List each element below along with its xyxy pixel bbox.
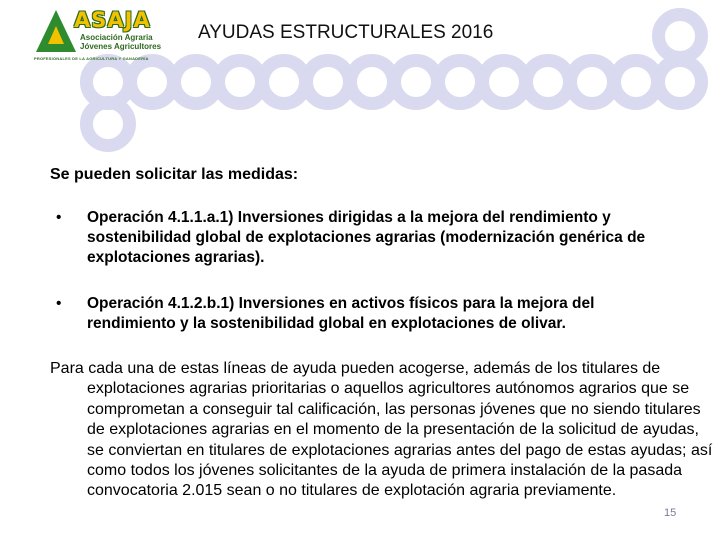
logo-mark-inner-icon [48,26,64,44]
logo-line-1: Asociación Agraria [80,33,153,42]
asaja-logo [34,6,170,64]
logo-name: ASAJA [74,8,151,32]
ring-icon [652,8,708,64]
logo-line-2: Jóvenes Agricultores [80,42,162,51]
intro-text: Se pueden solicitar las medidas: [50,166,299,183]
bullet-text: Operación 4.1.2.b.1) Inversiones en activos físicos para la mejora del rendimiento y la sostenibilidad global en explotaciones de olivar. [87,295,595,332]
logo-tagline: PROFESIONALES DE LA AGRICULTURA Y GANADERÍA [34,56,149,61]
slide-title: AYUDAS ESTRUCTURALES 2016 [198,22,494,43]
bullet-icon: • [56,209,62,226]
bullet-text: Operación 4.1.1.a.1) Inversiones dirigidas a la mejora del rendimiento y sostenibilidad global de explotaciones agrarias (modernización genérica de explotaciones agrarias). [87,209,646,266]
ring-icon [80,96,136,152]
bullet-icon: • [56,295,62,312]
page-number: 15 [664,507,677,519]
body-paragraph: Para cada una de estas líneas de ayuda pueden acogerse, además de los titulares de explotaciones agrarias prioritarias o aquellos agricultores autónomos agrarios que se comprometan a conseguir tal calificación, las personas jóvenes que no siendo titulares de explotaciones agrarias en el momento de la presentación de la solicitud de ayudas, se conviertan en titulares de explotaciones agrarias antes del pago de estas ayudas; así como todos los jóvenes solicitantes de la ayuda de primera instalación de la pasada convocatoria 2.015 sean o no titulares de explotación agraria previamente. [50,360,713,500]
